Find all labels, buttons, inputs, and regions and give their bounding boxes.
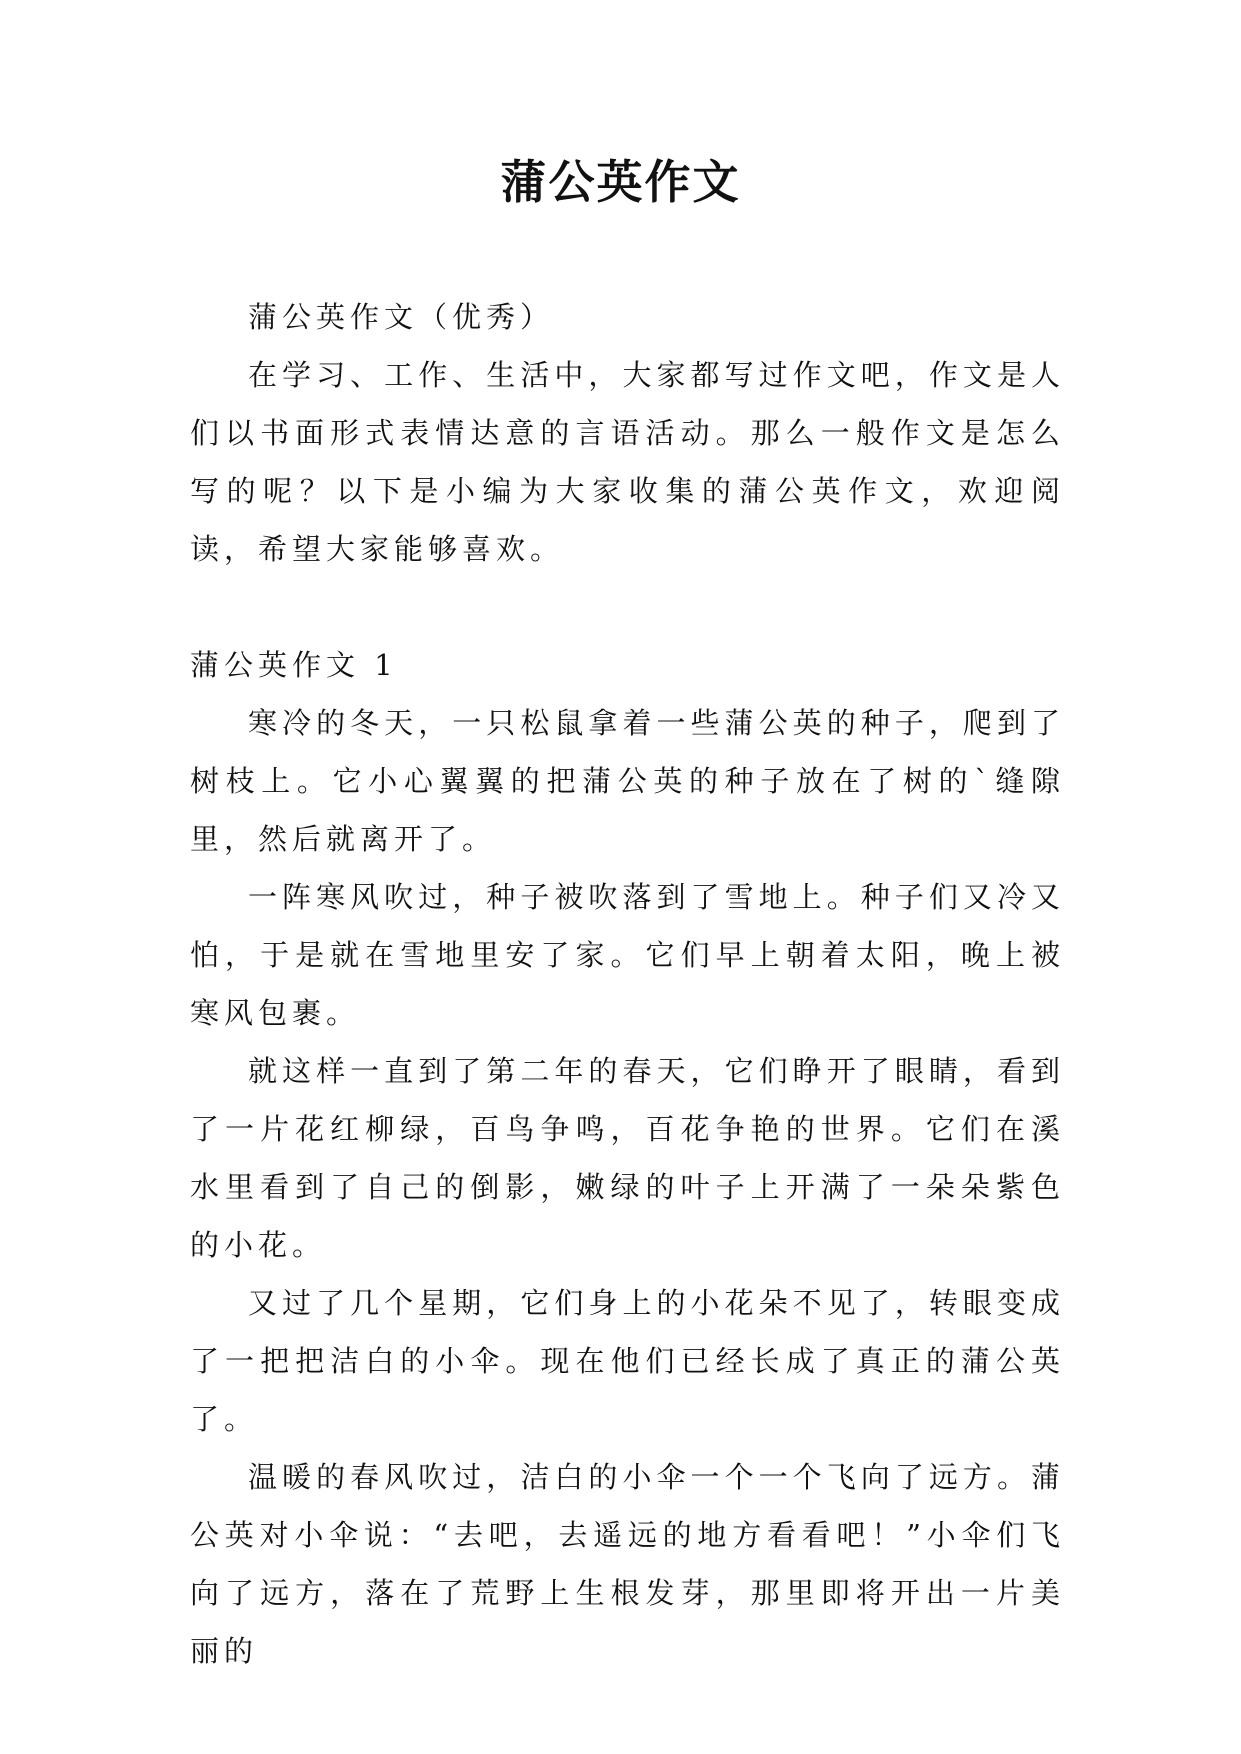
document-body bbox=[190, 288, 1065, 1680]
document-subtitle: 蒲公英作文（优秀） bbox=[248, 300, 555, 334]
section-heading: 蒲公英作文 1 bbox=[190, 648, 398, 682]
body-paragraph: 温暖的春风吹过，洁白的小伞一个一个飞向了远方。蒲公英对小伞说：“去吧，去遥远的地方看看吧！”小伞们飞向了远方，落在了荒野上生根发芽，那里即将开出一片美丽的 bbox=[190, 1460, 1065, 1668]
body-paragraph: 就这样一直到了第二年的春天，它们睁开了眼睛，看到了一片花红柳绿，百鸟争鸣，百花争艳的世界。它们在溪水里看到了自己的倒影，嫩绿的叶子上开满了一朵朵紫色的小花。 bbox=[190, 1054, 1065, 1262]
body-paragraph: 寒冷的冬天，一只松鼠拿着一些蒲公英的种子，爬到了树枝上。它小心翼翼的把蒲公英的种子放在了树的`缝隙里，然后就离开了。 bbox=[190, 706, 1065, 856]
document-title: 蒲公英作文 bbox=[500, 155, 741, 209]
intro-paragraph: 在学习、工作、生活中，大家都写过作文吧，作文是人们以书面形式表情达意的言语活动。那么一般作文是怎么写的呢？以下是小编为大家收集的蒲公英作文，欢迎阅读，希望大家能够喜欢。 bbox=[190, 358, 1065, 566]
body-paragraph: 一阵寒风吹过，种子被吹落到了雪地上。种子们又冷又怕，于是就在雪地里安了家。它们早上朝着太阳，晚上被寒风包裹。 bbox=[190, 880, 1065, 1030]
body-paragraph: 又过了几个星期，它们身上的小花朵不见了，转眼变成了一把把洁白的小伞。现在他们已经长成了真正的蒲公英了。 bbox=[190, 1286, 1065, 1436]
